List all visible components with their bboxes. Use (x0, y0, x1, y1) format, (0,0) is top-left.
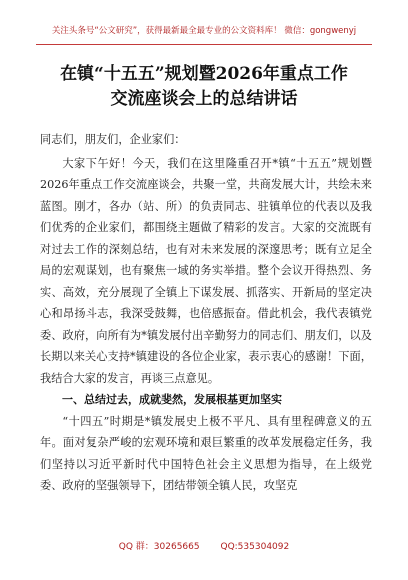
title-line-2: 交流座谈会上的总结讲话 (110, 89, 298, 109)
footer-qq: QQ:535304092 (220, 542, 290, 552)
salutation: 同志们，朋友们，企业家们： (40, 133, 186, 146)
header-banner: 关注头条号“公文研究”，获得最新最全最专业的公文资料库！ 微信：gongwenyj (51, 26, 357, 36)
section-heading-1: 一、总结过去，成就斐然，发展根基更加坚实 (62, 393, 282, 406)
paragraph-2: “十四五”时期是*镇发展史上极不平凡、具有里程碑意义的五年。面对复杂严峻的宏观环境和艰巨繁重的改革发展稳定任务，我们坚持以习近平新时代中国特色社会主义思想为指导，在上级党委、政府的坚强领导下，团结带领全镇人民，攻坚克 (40, 414, 372, 492)
footer-qq-group: QQ 群：30265665 (118, 542, 200, 552)
title-line-1: 在镇“十五五”规划暨2026年重点工作 (60, 64, 348, 84)
paragraph-1: 大家下午好！今天，我们在这里隆重召开*镇“十五五”规划暨2026年重点工作交流座谈会，共聚一堂，共商发展大计，共绘未来蓝图。刚才，各办（站、所）的负责同志、驻镇单位的代表以及我们优秀的企业家们，都围绕主题做了精彩的发言。大家的交流既有对过去工作的深刻总结，也有对未来发展的深邃思考；既有立足全局的宏观谋划，也有聚焦一域的务实举措。整个会议开得热烈、务实、高效，充分展现了全镇上下谋发展、抓落实、开新局的坚定决心和昂扬斗志，我深受鼓舞，也倍感振奋。借此机会，我代表镇党委、政府，向所有为*镇发展付出辛勤努力的同志们、朋友们，以及长期以来关心支持*镇建设的各位企业家，表示衷心的感谢！下面，我结合大家的发言，再谈三点意见。 (40, 156, 372, 385)
document-body (40, 129, 372, 497)
footer-contact (0, 539, 408, 552)
header-divider (36, 44, 372, 45)
document-title (0, 62, 408, 112)
